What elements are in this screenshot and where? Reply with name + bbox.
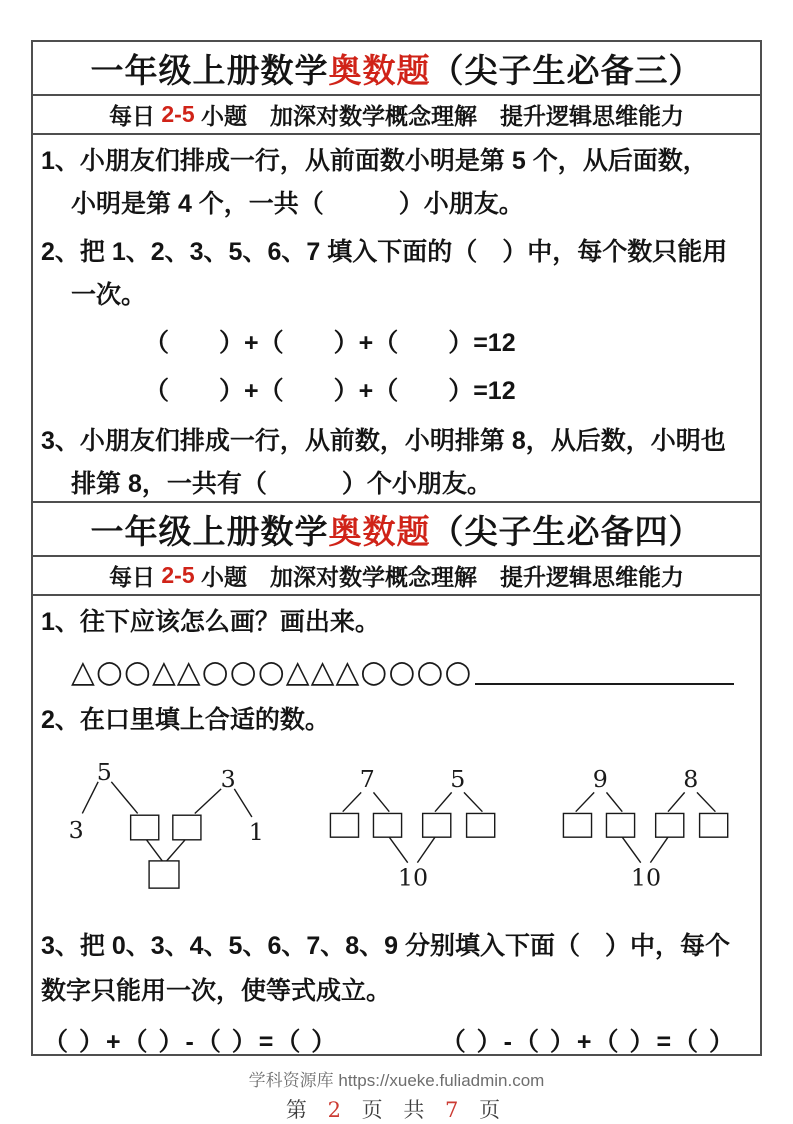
worksheet-title-section4: [33, 503, 760, 557]
subtitle-highlight: 2-5: [161, 562, 195, 588]
problem-2-equation-1: （ ）+（ ）+（ ）=12: [144, 329, 516, 357]
title-highlight: 奥数题: [328, 51, 431, 89]
problem-2: [41, 699, 750, 912]
shape-pattern-row: [41, 644, 750, 694]
problem-2-line1: 2、把 1、2、3、5、6、7 填入下面的（ ）中，每个数只能用: [41, 238, 728, 266]
subtitle-highlight: 2-5: [161, 101, 195, 127]
title-suffix: （尖子生必备四）: [430, 512, 703, 550]
number-bond-diagram-3: [552, 744, 750, 904]
problem-1-line1: 1、小朋友们排成一行，从前面数小明是第 5 个，从后面数，: [41, 147, 708, 175]
current-page-number: 2: [327, 1098, 348, 1122]
page-number-line: [0, 1094, 793, 1124]
bond1-answer-box-3: [149, 861, 179, 888]
section4-problems: [33, 596, 760, 1054]
triangle-circle-pattern: △○○△△○○○△△△○○○○: [71, 654, 473, 690]
problem-3-line2: 排第 8，一共有（ ）个小朋友。: [71, 470, 492, 498]
title-suffix: （尖子生必备三）: [430, 51, 703, 89]
equation-right: （ ）-（ ）+（ ）=（ ）: [440, 1028, 736, 1056]
worksheet-subtitle-section3: [33, 96, 760, 135]
page-footer: [0, 1066, 793, 1124]
worksheet-subtitle-section4: [33, 557, 760, 596]
bond2-bottom-value: 10: [397, 863, 428, 892]
section3-problems: [33, 135, 760, 503]
bond1-answer-box-1: [131, 815, 159, 840]
source-watermark: 学科资源库 https://xueke.fuliadmin.com: [248, 1071, 545, 1090]
bond1-answer-box-2: [173, 815, 201, 840]
bond3-answer-box-3: [656, 813, 684, 837]
bond3-top-left-value: 9: [593, 765, 609, 794]
title-highlight: 奥数题: [328, 512, 431, 550]
problem-2-line2: 一次。: [71, 281, 147, 309]
bond2-answer-box-1: [330, 813, 358, 837]
subtitle-part1: 每日: [108, 564, 162, 590]
subtitle-part2: 小题 加深对数学概念理解 提升逻辑思维能力: [194, 103, 685, 129]
subtitle-part1: 每日: [108, 103, 162, 129]
bond3-top-right-value: 8: [683, 765, 699, 794]
page-number-suffix: 页: [465, 1098, 508, 1122]
number-bond-diagrams: [63, 744, 750, 912]
bond1-top-left-value: 5: [96, 758, 112, 787]
bond2-answer-box-2: [373, 813, 401, 837]
problem-1-line1: 1、往下应该怎么画？画出来。: [41, 608, 380, 636]
bond2-top-left-value: 7: [359, 765, 375, 794]
problem-3-line1: 3、把 0、3、4、5、6、7、8、9 分别填入下面（ ）中，每个: [41, 932, 731, 960]
bond2-top-right-value: 5: [449, 765, 465, 794]
bond1-right-leaf-value: 1: [248, 817, 264, 846]
problem-2-line1: 2、在口里填上合适的数。: [41, 706, 330, 734]
number-bond-diagram-2: [319, 744, 517, 904]
problem-3-line1: 3、小朋友们排成一行，从前数，小明排第 8，从后数，小明也: [41, 427, 726, 455]
bond3-answer-box-4: [700, 813, 728, 837]
total-page-number: 7: [445, 1098, 466, 1122]
problem-1: [41, 140, 750, 226]
page-number-prefix: 第: [285, 1098, 328, 1122]
bond2-answer-box-3: [422, 813, 450, 837]
title-prefix: 一年级上册数学: [90, 512, 329, 550]
problem-3: [41, 420, 750, 506]
bond1-left-leaf-value: 3: [68, 816, 84, 845]
bond3-answer-box-1: [564, 813, 592, 837]
bond1-top-right-value: 3: [220, 765, 236, 794]
answer-blank-line: [475, 683, 735, 685]
problem-1-line2: 小明是第 4 个，一共（ ）小朋友。: [71, 190, 524, 218]
problem-3-line2: 数字只能用一次，使等式成立。: [41, 977, 392, 1005]
worksheet-title-section3: [33, 42, 760, 96]
problem-3-equations: [41, 1020, 750, 1065]
equation-left: （ ）+（ ）-（ ）=（ ）: [43, 1028, 339, 1056]
bond3-answer-box-2: [607, 813, 635, 837]
problem-2-equation-2: （ ）+（ ）+（ ）=12: [144, 377, 516, 405]
worksheet-document: [31, 40, 762, 1056]
problem-1: [41, 601, 750, 694]
bond2-answer-box-4: [466, 813, 494, 837]
subtitle-part2: 小题 加深对数学概念理解 提升逻辑思维能力: [194, 564, 685, 590]
page-number-mid: 页 共: [347, 1098, 446, 1122]
title-prefix: 一年级上册数学: [90, 51, 329, 89]
problem-2: [41, 231, 750, 415]
problem-3: [41, 924, 750, 1065]
bond3-bottom-value: 10: [631, 863, 662, 892]
number-bond-diagram-1: [63, 744, 283, 904]
